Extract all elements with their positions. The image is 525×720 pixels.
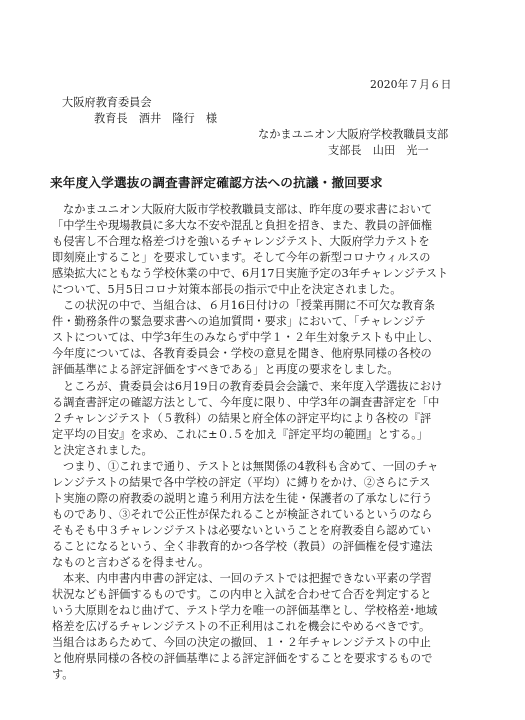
paragraph-line: について、5月5日コロナ対策本部長の指示で中止を決定されました。	[52, 283, 402, 297]
paragraph-line: す。	[52, 668, 74, 682]
paragraph-line: いう大原則をねじ曲げて、テスト学力を唯一の評価基準とし、学校格差･地域	[52, 604, 438, 618]
paragraph-line: と決定されました。	[52, 443, 153, 457]
document-body	[52, 202, 482, 683]
paragraph-line: そもそも中３チャレンジテストは必要ないということを府教委自ら認めてい	[52, 523, 432, 537]
paragraph-line: この状況の中で、当組合は、６月16日付けの「授業再開に不可欠な教育条	[63, 299, 436, 313]
paragraph-line: ストについては、中学3年生のみならず中学１・２年生対象テストも中止し、	[52, 331, 439, 345]
paragraph	[52, 379, 482, 459]
paragraph-line: も侵害し不合理な格差づけを強いるチャレンジテスト、大阪府学力テストを	[52, 235, 430, 249]
paragraph-line: 状況なども評価するものです。この内申と入試を合わせて合否を判定すると	[52, 588, 432, 602]
paragraph	[52, 571, 482, 683]
sender-organization: なかまユニオン大阪府学校教職員支部	[258, 128, 449, 141]
paragraph-line: つまり、①これまで通り、テストとは無関係の4教科も含めて、一回のチャ	[63, 459, 439, 473]
document-date: 2020年７月６日	[370, 78, 452, 91]
paragraph-line: 評価基準による評定評価をすべきである」と再度の要求をしました。	[52, 363, 399, 377]
paragraph-line: ２チャレンジテスト（５教科）の結果と府全体の評定平均により各校の『評	[52, 411, 432, 425]
document-title: 来年度入学選抜の調査書評定確認方法への抗議・撤回要求	[50, 175, 383, 190]
paragraph-line: 即刻廃止すること」を要求しています。そして今年の新型コロナウィルスの	[52, 251, 431, 265]
paragraph-line: レンジテストの結果で各中学校の評定（平均）に縛りをかけ、②さらにテス	[52, 475, 431, 489]
paragraph-line: ト実施の際の府教委の説明と違う利用方法を生徒・保護者の了承なしに行う	[52, 491, 433, 505]
sender-name: 支部長 山田 光一	[328, 144, 429, 157]
paragraph	[52, 298, 482, 378]
paragraph-line: 件・勤務条件の緊急要求書への追加質問・要求」において、「チャレンジテ	[52, 315, 426, 329]
paragraph-line: 感染拡大にともなう学校休業の中で、6月17日実施予定の3年チャレンジテスト	[52, 267, 449, 281]
paragraph-line: ものであり、③それで公正性が保たれることが検証されているというのなら	[52, 507, 433, 521]
paragraph-line: ることになるという、全く非教育的かつ各学校（教員）の評価権を侵す違法	[52, 539, 433, 553]
paragraph-line: 格差を広げるチャレンジテストの不正利用はこれを機会にやめるべきです。	[52, 620, 431, 634]
paragraph-line: る調査書評定の確認方法として、今年度に限り、中学3年の調査書評定を「中	[52, 395, 440, 409]
paragraph-line: 本来、内申書内申書の評定は、一回のテストでは把握できない平素の学習	[63, 572, 432, 586]
paragraph-line: 当組合はあらためて、今回の決定の撤回、１・２年チャレンジテストの中止	[52, 636, 431, 650]
paragraph	[52, 202, 482, 298]
paragraph-line: 今年度については、各教育委員会・学校の意見を聞き、他府県同様の各校の	[52, 347, 432, 361]
paragraph-line: と他府県同様の各校の評価基準による評定評価をすることを要求するもので	[52, 652, 433, 666]
recipient-organization: 大阪府教育委員会	[62, 96, 152, 109]
paragraph-line: ところが、貴委員会は6月19日の教育委員会会議で、来年度入学選抜におけ	[63, 379, 443, 393]
paragraph-line: なものと言わざるを得ません。	[52, 556, 210, 570]
paragraph-line: 「中学生や現場教員に多大な不安や混乱と負担を招き、また、教員の評価権	[52, 219, 432, 233]
paragraph	[52, 459, 482, 571]
paragraph-line: なかまユニオン大阪府大阪市学校教職員支部は、昨年度の要求書において	[63, 203, 433, 216]
paragraph-line: 定平均の目安』を求め、これに±０.５を加え『評定平均の範囲』とする。」	[52, 427, 429, 441]
recipient-name: 教育長 酒井 隆行 様	[94, 112, 218, 125]
